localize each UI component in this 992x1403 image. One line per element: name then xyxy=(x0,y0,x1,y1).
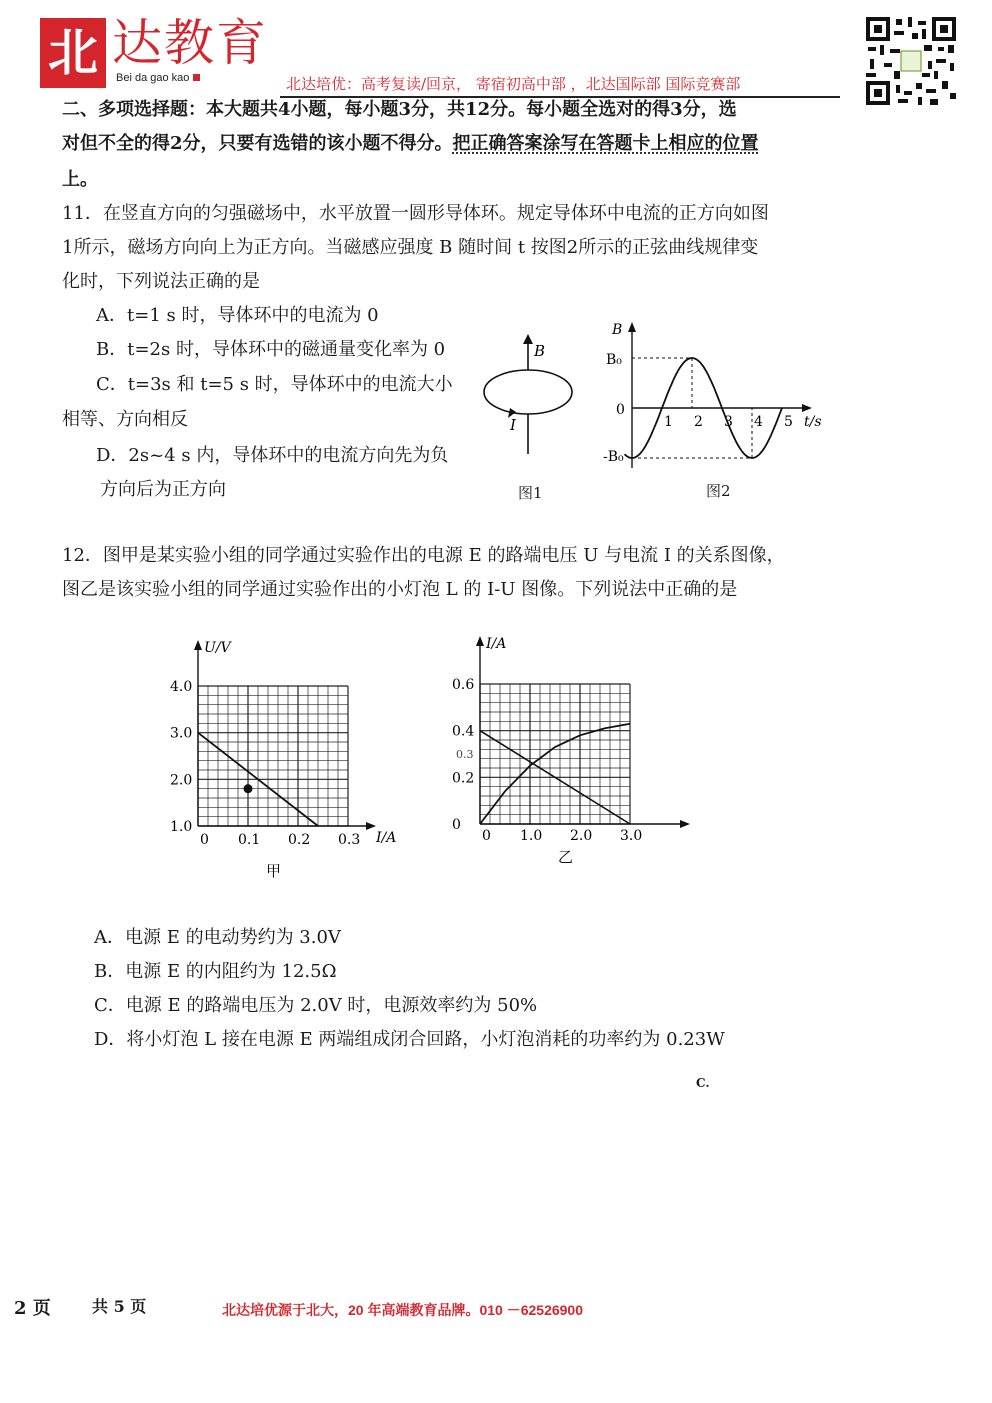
q12-option-c: C．电源 E 的路端电压为 2.0V 时，电源效率约为 50% xyxy=(94,995,538,1016)
yi-ytick-0.6: 0.6 xyxy=(452,677,475,693)
fig2-neg-b0-label: -B₀ xyxy=(603,449,624,465)
q11-option-c-1: C．t=3s 和 t=5 s 时，导体环中的电流大小 xyxy=(96,374,453,395)
jia-ytick-1.0: 1.0 xyxy=(170,819,193,835)
brand-logo-mark: 北 xyxy=(40,18,106,88)
q11-figure-1-caption: 图1 xyxy=(518,484,543,502)
q11-stem-1: 11．在竖直方向的匀强磁场中，水平放置一圆形导体环。规定导体环中电流的正方向如图 xyxy=(62,203,769,224)
jia-y-tick-labels xyxy=(170,679,192,835)
yi-ytick-0.4: 0.4 xyxy=(452,723,475,740)
yi-xtick-2.0: 2.0 xyxy=(570,828,593,844)
fig2-tick-3: 3 xyxy=(724,414,733,430)
q11-figure-2 xyxy=(600,318,830,478)
q12-option-d: D．将小灯泡 L 接在电源 E 两端组成闭合回路，小灯泡消耗的功率约为 0.23W xyxy=(94,1029,725,1050)
page-total: 共 5 页 xyxy=(92,1297,147,1316)
q11-figure-1 xyxy=(476,330,596,460)
brand-logo-pinyin: Bei da gao kao xyxy=(116,72,200,84)
yi-bulb-curve xyxy=(480,724,630,824)
jia-x-label: I/A xyxy=(376,830,397,846)
fig2-x-label: t/s xyxy=(804,414,822,430)
q11-stem-3: 化时，下列说法正确的是 xyxy=(62,271,260,292)
footer-brand: 北达培优源于北大，20 年高端教育品牌。010 －62526900 xyxy=(222,1302,583,1318)
jia-grid xyxy=(198,686,348,826)
yi-ytick-0: 0 xyxy=(452,817,461,833)
q11-stem-2: 1所示，磁场方向向上为正方向。当磁感应强度 B 随时间 t 按图2所示的正弦曲线规律变 xyxy=(62,237,759,258)
jia-y-arrow xyxy=(194,640,202,650)
q11-figure-2-caption: 图2 xyxy=(706,482,731,500)
section-intro-line2: 对但不全的得2分，只要有选错的该小题不得分。把正确答案涂写在答题卡上相应的位置 xyxy=(62,133,759,154)
q12-option-b: B．电源 E 的内阻约为 12.5Ω xyxy=(94,961,337,982)
jia-x-tick-labels xyxy=(200,832,360,848)
stray-mark: C. xyxy=(696,1076,710,1090)
q12-stem-1: 12．图甲是某实验小组的同学通过实验作出的电源 E 的路端电压 U 与电流 I 的关系图像， xyxy=(62,545,785,566)
jia-xtick-0.2: 0.2 xyxy=(288,832,311,848)
jia-xtick-0.3: 0.3 xyxy=(338,832,361,848)
q11-option-b: B．t=2s 时，导体环中的磁通量变化率为 0 xyxy=(96,339,446,360)
fig1-b-label: B xyxy=(534,342,546,360)
fig1-i-label: I xyxy=(510,416,516,434)
q12-graph-yi xyxy=(450,630,700,870)
q12-stem-2: 图乙是该实验小组的同学通过实验作出的小灯泡 L 的 I-U 图像。下列说法中正确的是 xyxy=(62,579,738,600)
section-intro-line1: 二、多项选择题：本大题共4小题，每小题3分，共12分。每小题全选对的得3分，选 xyxy=(62,99,737,120)
q12-option-a: A．电源 E 的电动势约为 3.0V xyxy=(94,927,341,948)
jia-data-point xyxy=(244,784,253,793)
jia-ytick-4.0: 4.0 xyxy=(170,679,193,695)
fig2-tick-4: 4 xyxy=(754,414,763,430)
jia-caption: 甲 xyxy=(266,862,282,880)
jia-ytick-3.0: 3.0 xyxy=(170,725,193,742)
page-number: 2 页 xyxy=(14,1298,51,1319)
fig2-y-arrow xyxy=(628,322,636,332)
yi-y-label: I/A xyxy=(486,636,507,652)
q11-option-a: A．t=1 s 时，导体环中的电流为 0 xyxy=(96,305,379,326)
yi-x-arrow xyxy=(680,820,690,828)
fig2-b0-label: B₀ xyxy=(606,352,622,368)
q11-option-c-2: 相等、方向相反 xyxy=(62,409,188,430)
yi-y-arrow xyxy=(476,636,484,646)
fig2-tick-5: 5 xyxy=(784,414,793,430)
fig2-origin-label: 0 xyxy=(616,402,625,418)
yi-ytick-0.2: 0.2 xyxy=(452,770,475,787)
jia-xtick-0: 0 xyxy=(200,832,209,848)
conductor-ring xyxy=(484,370,572,414)
yi-xtick-3.0: 3.0 xyxy=(620,828,643,844)
jia-y-label: U/V xyxy=(204,640,231,656)
q12-graph-jia xyxy=(160,636,410,886)
fig2-tick-1: 1 xyxy=(664,414,673,430)
jia-ytick-2.0: 2.0 xyxy=(170,772,193,789)
yi-xtick-1.0: 1.0 xyxy=(520,828,543,844)
qr-code-icon xyxy=(864,15,958,107)
fig2-y-label: B xyxy=(612,322,623,338)
jia-xtick-0.1: 0.1 xyxy=(238,832,261,848)
jia-x-arrow xyxy=(366,822,376,830)
yi-caption: 乙 xyxy=(558,848,574,866)
yi-extra-tick-label: 0.3 xyxy=(456,748,474,761)
q11-option-d-2: 方向后为正方向 xyxy=(100,479,226,500)
brand-logo-name: 达教育 xyxy=(112,14,268,72)
yi-xtick-0: 0 xyxy=(482,828,491,844)
header-slogan: 北达培优：高考复读/回京， 寄宿初高中部 ，北达国际部 国际竞赛部 xyxy=(286,75,741,93)
yi-grid xyxy=(480,684,630,824)
yi-x-tick-labels xyxy=(482,828,642,844)
section-intro-line3: 上。 xyxy=(62,169,98,190)
fig2-x-arrow xyxy=(802,404,812,412)
fig2-tick-2: 2 xyxy=(694,414,703,430)
q11-option-d-1: D．2s~4 s 内，导体环中的电流方向先为负 xyxy=(96,445,449,466)
field-arrow-head xyxy=(523,334,533,344)
